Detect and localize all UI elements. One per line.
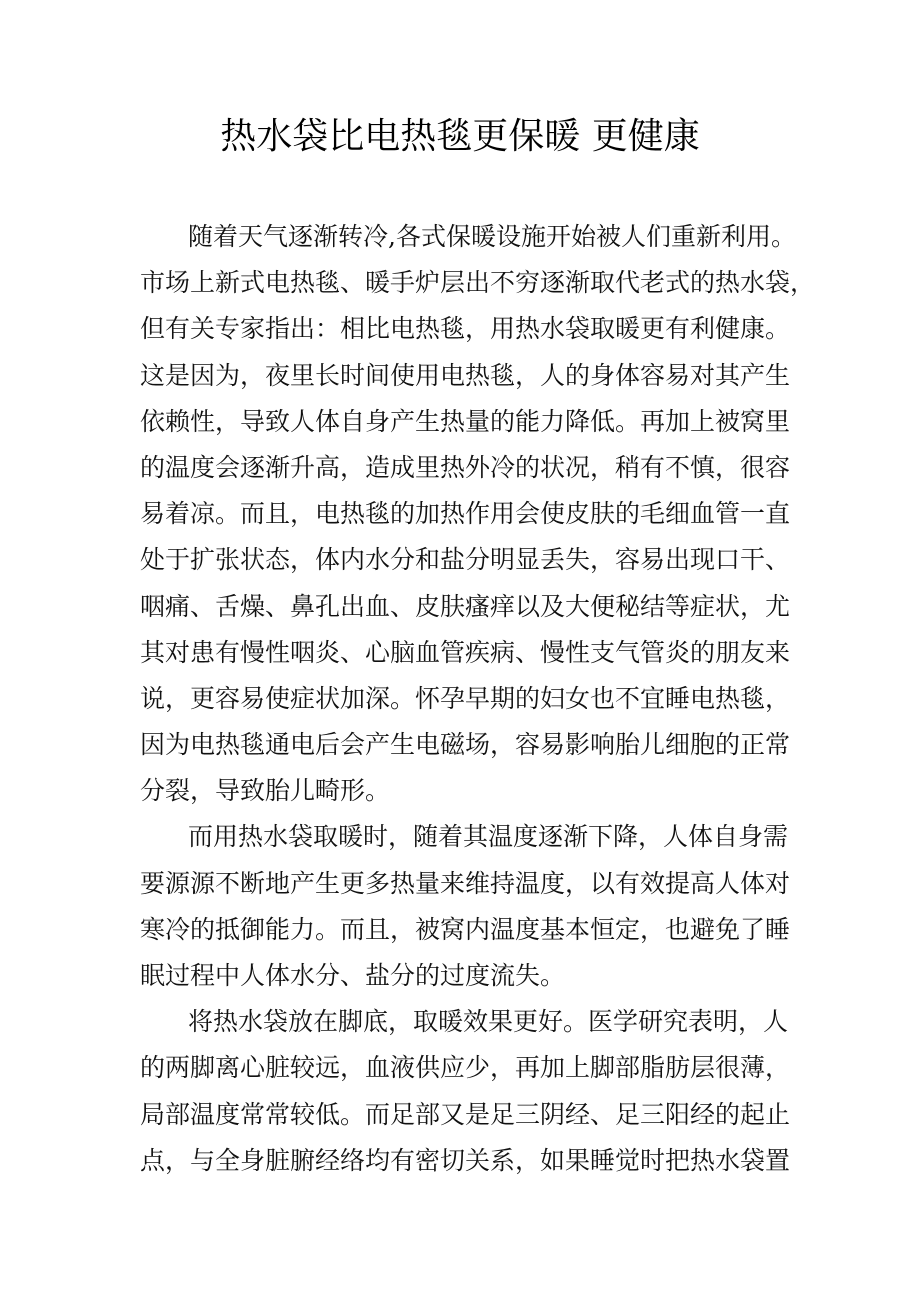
text-line: 说，更容易使症状加深。怀孕早期的妇女也不宜睡电热毯， xyxy=(140,683,791,713)
text-line: 随着天气逐渐转冷,各式保暖设施开始被人们重新利用。 xyxy=(188,222,796,251)
text-line: 而用热水袋取暖时，随着其温度逐渐下降，人体自身需 xyxy=(188,822,789,852)
text-line: 寒冷的抵御能力。而且，被窝内温度基本恒定，也避免了睡 xyxy=(140,914,791,944)
text-line: 的两脚离心脏较远，血液供应少，再加上脚部脂肪层很薄， xyxy=(140,1053,791,1083)
text-line: 因为电热毯通电后会产生电磁场，容易影响胎儿细胞的正常 xyxy=(140,730,791,760)
text-line: 易着凉。而且，电热毯的加热作用会使皮肤的毛细血管一直 xyxy=(140,499,791,529)
text-line: 咽痛、舌燥、鼻孔出血、皮肤瘙痒以及大便秘结等症状，尤 xyxy=(140,591,791,621)
text-line: 的温度会逐渐升高，造成里热外冷的状况，稍有不慎，很容 xyxy=(140,452,791,482)
text-line: 市场上新式电热毯、暖手炉层出不穷逐渐取代老式的热水袋， xyxy=(140,268,816,298)
paragraph-hot-water-bottle-benefits xyxy=(140,814,791,999)
text-line: 分裂，导致胎儿畸形。 xyxy=(140,776,391,806)
text-line: 局部温度常常较低。而足部又是足三阴经、足三阳经的起止 xyxy=(140,1099,791,1129)
text-line: 但有关专家指出：相比电热毯，用热水袋取暖更有利健康。 xyxy=(140,314,791,344)
text-line: 点，与全身脏腑经络均有密切关系，如果睡觉时把热水袋置 xyxy=(140,1145,791,1175)
text-line: 要源源不断地产生更多热量来维持温度，以有效提高人体对 xyxy=(140,868,791,898)
text-line: 依赖性，导致人体自身产生热量的能力降低。再加上被窝里 xyxy=(140,406,791,436)
document-body xyxy=(140,214,816,1184)
text-line: 这是因为，夜里长时间使用电热毯，人的身体容易对其产生 xyxy=(140,360,791,390)
paragraph-electric-blanket-drawbacks xyxy=(140,214,816,814)
text-line: 其对患有慢性咽炎、心脑血管疾病、慢性支气管炎的朋友来 xyxy=(140,637,791,667)
text-line: 将热水袋放在脚底，取暖效果更好。医学研究表明，人 xyxy=(188,1007,789,1037)
text-line: 眠过程中人体水分、盐分的过度流失。 xyxy=(140,961,566,990)
document-title: 热水袋比电热毯更保暖 更健康 xyxy=(220,116,700,157)
paragraph-feet-placement xyxy=(140,999,791,1184)
text-line: 处于扩张状态，体内水分和盐分明显丢失，容易出现口干、 xyxy=(140,545,791,575)
